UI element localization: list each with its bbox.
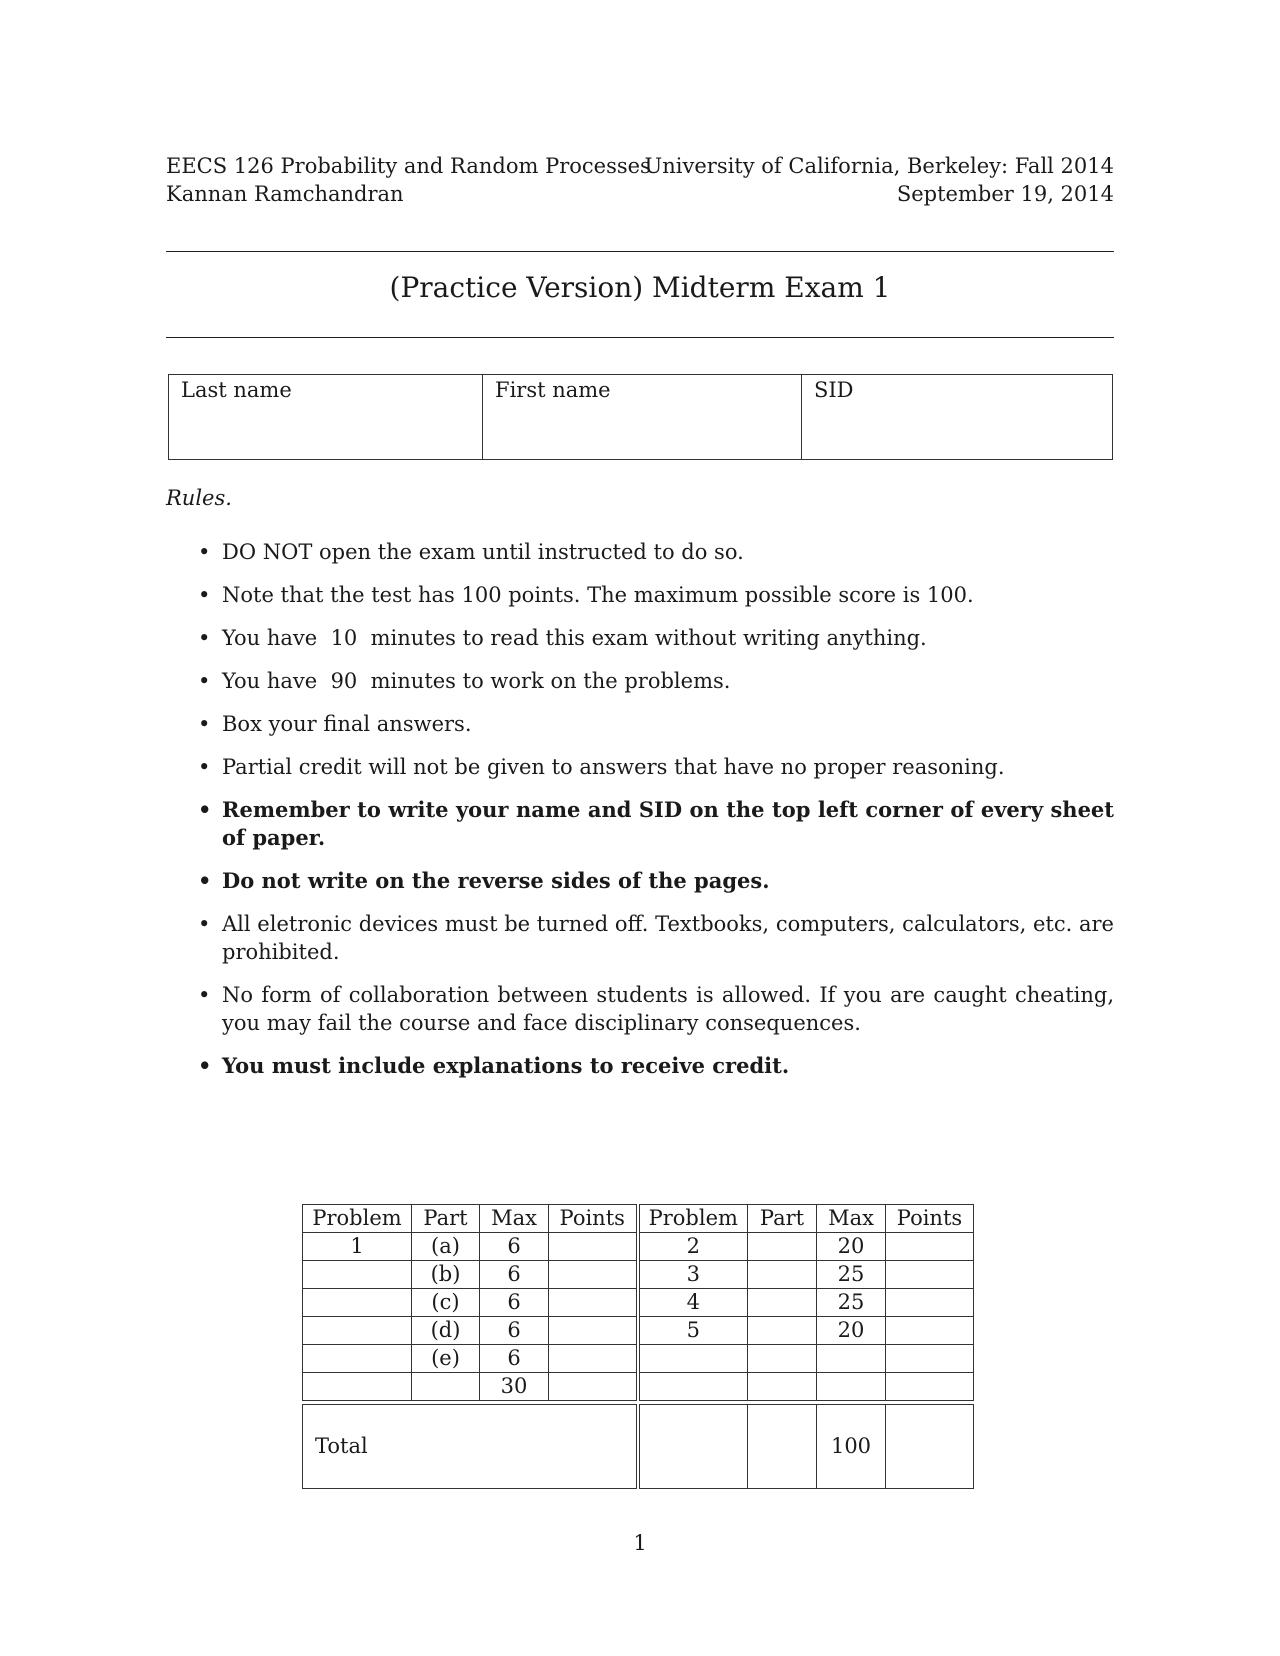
bullet-icon: • [198, 583, 211, 607]
table-row [303, 1317, 974, 1345]
points-cell[interactable] [549, 1289, 638, 1317]
exam-date: September 19, 2014 [896, 182, 1114, 206]
rule-item: • Partial credit will not be given to answers that have no proper reasoning. [198, 755, 1005, 779]
rule-item: • You have 10 minutes to read this exam without writing anything. [198, 626, 927, 650]
university-term: University of California, Berkeley: Fall 2014 [644, 154, 1114, 178]
table-cell [412, 1373, 480, 1401]
points-cell[interactable] [549, 1373, 638, 1401]
table-cell [748, 1289, 817, 1317]
title-top-rule [166, 251, 1114, 252]
table-cell: 6 [480, 1317, 549, 1345]
rule-item: • You must include explanations to receive credit. [198, 1053, 790, 1078]
points-cell[interactable] [549, 1317, 638, 1345]
name-sid-table [168, 374, 1113, 460]
bullet-icon: • [198, 626, 211, 650]
header-cell: Max [817, 1205, 886, 1233]
instructor-name: Kannan Ramchandran [166, 182, 404, 206]
table-cell [817, 1373, 886, 1401]
points-cell[interactable] [549, 1261, 638, 1289]
bullet-icon: • [198, 669, 211, 693]
table-cell: 25 [817, 1289, 886, 1317]
rule-item: • No form of collaboration between students is allowed. If you are caught cheating, you may fail the course and face disciplinary consequences. [198, 983, 1114, 1035]
table-cell [748, 1405, 817, 1489]
bullet-icon: • [198, 868, 212, 893]
table-cell: (a) [412, 1233, 480, 1261]
points-cell[interactable] [886, 1233, 974, 1261]
sid-field[interactable] [802, 375, 1113, 460]
table-cell [748, 1373, 817, 1401]
points-cell[interactable] [886, 1345, 974, 1373]
table-row [303, 1233, 974, 1261]
bullet-icon: • [198, 1053, 212, 1078]
rules-heading: Rules. [166, 486, 232, 510]
rule-item: • Remember to write your name and SID on the top left corner of every sheet of paper. [198, 797, 1114, 850]
table-cell: 6 [480, 1261, 549, 1289]
table-cell: (c) [412, 1289, 480, 1317]
table-header-row [303, 1205, 974, 1233]
table-cell: 1 [303, 1233, 412, 1261]
table-cell: 25 [817, 1261, 886, 1289]
table-cell [303, 1289, 412, 1317]
bullet-icon: • [198, 540, 211, 564]
rule-item: • Do not write on the reverse sides of the pages. [198, 868, 770, 893]
header-cell: Max [480, 1205, 549, 1233]
table-row [303, 1373, 974, 1401]
points-cell[interactable] [886, 1261, 974, 1289]
table-row [303, 1261, 974, 1289]
rule-item: • Box your final answers. [198, 712, 472, 736]
table-cell: 6 [480, 1233, 549, 1261]
total-points-cell[interactable] [886, 1405, 974, 1489]
table-cell [748, 1233, 817, 1261]
header-cell: Part [412, 1205, 480, 1233]
table-cell: 6 [480, 1289, 549, 1317]
total-max: 100 [817, 1405, 886, 1489]
table-cell [303, 1317, 412, 1345]
points-cell[interactable] [549, 1345, 638, 1373]
rule-item: • DO NOT open the exam until instructed to do so. [198, 540, 744, 564]
sid-label: SID [814, 378, 854, 402]
table-cell: 2 [638, 1233, 748, 1261]
first-name-label: First name [495, 378, 611, 402]
header-cell: Points [886, 1205, 974, 1233]
table-cell [748, 1317, 817, 1345]
table-cell [817, 1345, 886, 1373]
table-row [303, 1345, 974, 1373]
header-cell: Points [549, 1205, 638, 1233]
bullet-icon: • [198, 797, 212, 822]
table-cell [303, 1373, 412, 1401]
table-cell: 30 [480, 1373, 549, 1401]
rule-item: • You have 90 minutes to work on the problems. [198, 669, 731, 693]
table-cell [303, 1345, 412, 1373]
course-name: EECS 126 Probability and Random Processes [166, 154, 651, 178]
score-table [302, 1204, 974, 1489]
first-name-field[interactable] [483, 375, 802, 460]
header-cell: Part [748, 1205, 817, 1233]
total-row [303, 1405, 974, 1489]
rule-item: • Note that the test has 100 points. The maximum possible score is 100. [198, 583, 974, 607]
table-cell [748, 1261, 817, 1289]
rule-item: • All eletronic devices must be turned off. Textbooks, computers, calculators, etc. are prohibited. [198, 912, 1114, 964]
table-cell: 6 [480, 1345, 549, 1373]
total-label: Total [303, 1405, 638, 1489]
points-cell[interactable] [549, 1233, 638, 1261]
table-cell: 3 [638, 1261, 748, 1289]
bullet-icon: • [198, 983, 211, 1007]
points-cell[interactable] [886, 1373, 974, 1401]
rules-list [198, 538, 1114, 1095]
table-cell: 4 [638, 1289, 748, 1317]
table-cell [303, 1261, 412, 1289]
bullet-icon: • [198, 912, 211, 936]
table-cell: (e) [412, 1345, 480, 1373]
table-cell: 20 [817, 1233, 886, 1261]
table-cell: (d) [412, 1317, 480, 1345]
table-cell: (b) [412, 1261, 480, 1289]
bullet-icon: • [198, 755, 211, 779]
title-bottom-rule [166, 337, 1114, 338]
table-cell: 5 [638, 1317, 748, 1345]
table-cell [638, 1405, 748, 1489]
table-row [303, 1289, 974, 1317]
table-cell: 20 [817, 1317, 886, 1345]
table-cell [748, 1345, 817, 1373]
bullet-icon: • [198, 712, 211, 736]
header-cell: Problem [638, 1205, 748, 1233]
points-cell[interactable] [886, 1289, 974, 1317]
last-name-field[interactable] [169, 375, 483, 460]
last-name-label: Last name [181, 378, 292, 402]
points-cell[interactable] [886, 1317, 974, 1345]
page-number: 1 [633, 1531, 647, 1555]
header-cell: Problem [303, 1205, 412, 1233]
page-title: (Practice Version) Midterm Exam 1 [389, 271, 891, 304]
table-cell [638, 1345, 748, 1373]
table-cell [638, 1373, 748, 1401]
